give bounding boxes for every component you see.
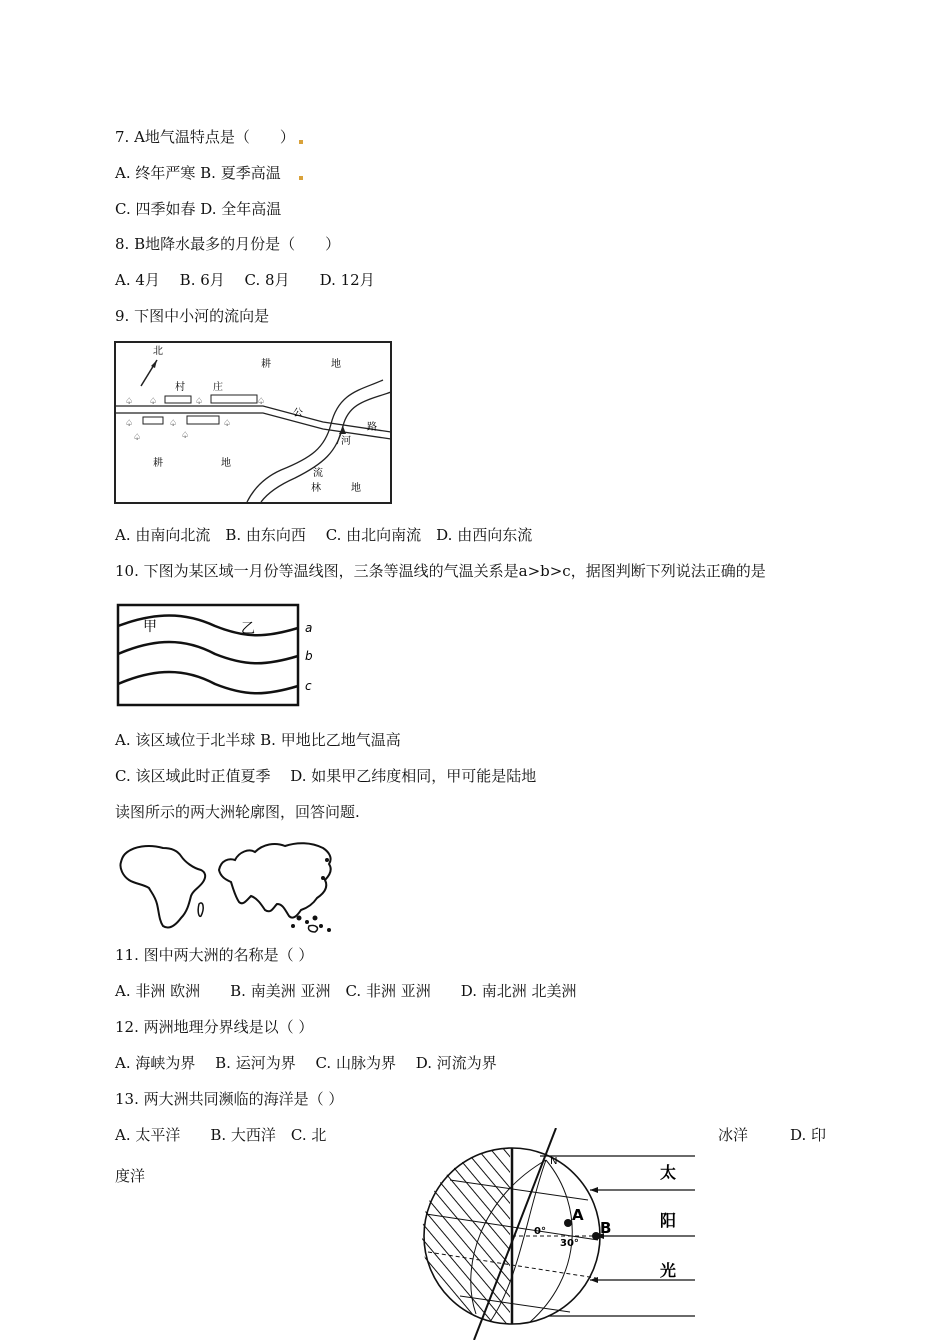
continents-outline-figure: [115, 838, 340, 934]
q13-stem: 13. 两大洲共同濒临的海洋是（ ）: [115, 1090, 344, 1108]
isotherm-figure: [115, 602, 325, 708]
q7-stem: 7. A地气温特点是（ ）: [115, 127, 303, 147]
sun-char-3: 光: [660, 1261, 677, 1280]
latitude-30-label: 30°: [560, 1238, 579, 1249]
tree-icon: ♤: [181, 431, 190, 441]
farmland-top-char-1: 耕: [261, 359, 271, 370]
point-b-marker: [592, 1232, 600, 1240]
q11-options: A. 非洲 欧洲 B. 南美洲 亚洲 C. 非洲 亚洲 D. 南北洲 北美洲: [115, 982, 577, 1000]
road-char-2: 路: [367, 422, 377, 433]
q13-options-right-2: D. 印: [790, 1126, 827, 1144]
isotherm-c-label: c: [305, 679, 312, 693]
globe-north-label: N: [550, 1156, 558, 1167]
isotherm-b-label: b: [305, 649, 313, 663]
q9-options: A. 由南向北流 B. 由东向西 C. 由北向南流 D. 由西向东流: [115, 526, 533, 544]
q10-stem: 10. 下图为某区域一月份等温线图，三条等温线的气温关系是a>b>c，据图判断下列说法正确的是: [115, 562, 766, 580]
tree-icon: ♤: [169, 419, 178, 429]
asia-outline: [219, 843, 331, 917]
tree-icon: ♤: [125, 397, 134, 407]
africa-outline: [120, 846, 205, 928]
q13-options-right-1: 冰洋: [718, 1126, 749, 1144]
village-char-1: 村: [175, 382, 185, 393]
yi-label: 乙: [241, 621, 255, 637]
sun-char-1: 太: [660, 1163, 677, 1182]
tree-icon: ♤: [125, 419, 134, 429]
q10-options-1: A. 该区域位于北半球 B. 甲地比乙地气温高: [115, 731, 401, 749]
tree-icon: ♤: [195, 397, 204, 407]
north-label: 北: [153, 346, 163, 357]
river-char-2: 流: [313, 468, 323, 479]
q12-stem: 12. 两洲地理分界线是以（ ）: [115, 1018, 314, 1036]
forest-char-1: 林: [311, 483, 321, 494]
q13-options-left: A. 太平洋 B. 大西洋 C. 北: [115, 1126, 327, 1144]
farmland-bottom-char-1: 耕: [153, 458, 163, 469]
tree-icon: ♤: [257, 397, 266, 407]
isotherm-a-label: a: [305, 621, 313, 635]
q7-options-2: C. 四季如春 D. 全年高温: [115, 200, 282, 218]
continents-intro: 读图所示的两大洲轮廓图，回答问题.: [115, 803, 360, 821]
farmland-bottom-char-2: 地: [221, 458, 231, 469]
farmland-top-char-2: 地: [331, 359, 341, 370]
tree-icon: ♤: [149, 397, 158, 407]
q13-options-wrap: 度洋: [115, 1167, 146, 1185]
forest-char-2: 地: [351, 483, 361, 494]
q10-options-2: C. 该区域此时正值夏季 D. 如果甲乙纬度相同，甲可能是陆地: [115, 767, 537, 785]
point-a-marker: [564, 1219, 572, 1227]
latitude-0-label: 0°: [534, 1226, 546, 1237]
road-char-1: 公: [293, 408, 303, 419]
q8-options: A. 4月 B. 6月 C. 8月 D. 12月: [115, 271, 375, 289]
q12-options: A. 海峡为界 B. 运河为界 C. 山脉为界 D. 河流为界: [115, 1054, 497, 1072]
q11-stem: 11. 图中两大洲的名称是（ ）: [115, 946, 314, 964]
q9-stem: 9. 下图中小河的流向是: [115, 307, 270, 325]
river-char-1: 河: [341, 436, 351, 447]
tree-icon: ♤: [133, 433, 142, 443]
river-map-figure: [113, 340, 393, 505]
point-a-label: A: [572, 1206, 584, 1224]
tree-icon: ♤: [223, 419, 232, 429]
sun-char-2: 阳: [660, 1211, 677, 1230]
village-char-2: 庄: [213, 382, 223, 393]
q7-options-1: A. 终年严寒 B. 夏季高温: [115, 163, 303, 183]
globe-sunlight-figure: [420, 1128, 695, 1340]
q8-stem: 8. B地降水最多的月份是（ ）: [115, 235, 341, 253]
jia-label: 甲: [143, 619, 157, 635]
point-b-label: B: [600, 1219, 612, 1237]
